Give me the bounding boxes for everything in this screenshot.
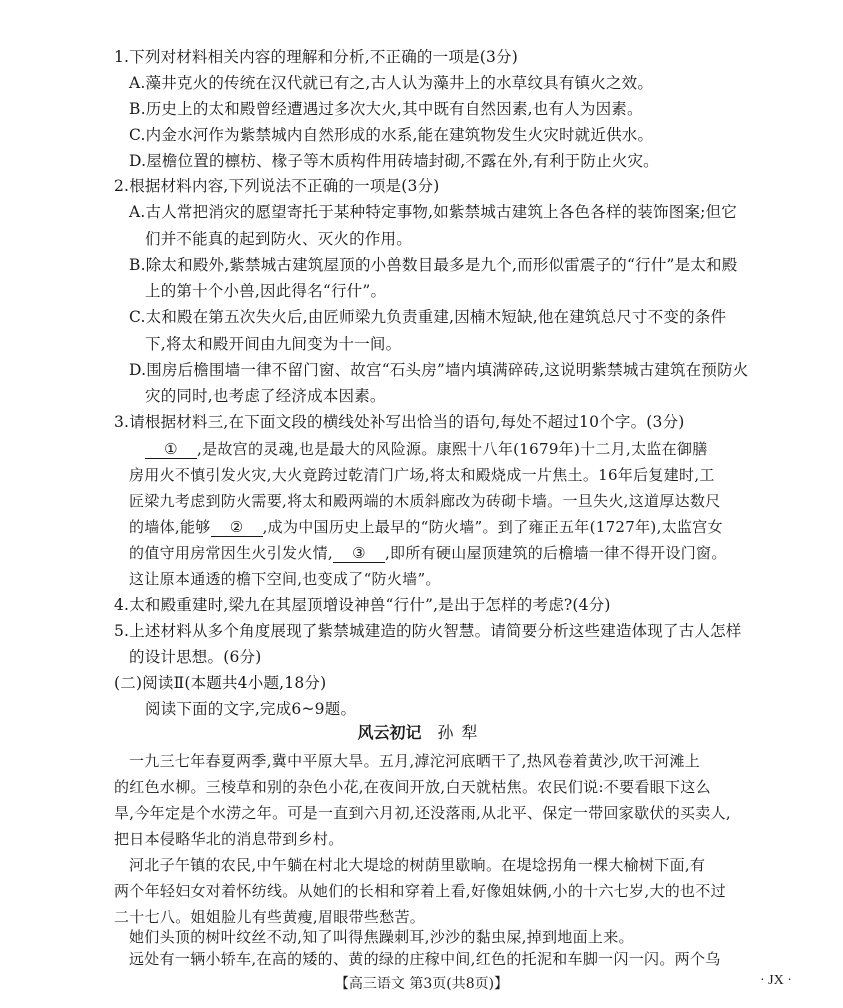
article-paragraph-line: 把日本侵略华北的消息带到乡村。: [114, 830, 344, 848]
q2-option-a-line2: 们并不能真的起到防火、灭火的作用。: [145, 230, 412, 248]
q2-option-a-line1: A.古人常把消灾的愿望寄托于某种特定事物,如紫禁城古建筑上各色各样的装饰图案;但它: [129, 203, 737, 221]
q5-stem-line1: 5.上述材料从多个角度展现了紫禁城建造的防火智慧。请简要分析这些建造体现了古人怎样: [114, 622, 742, 640]
q1-option-d: D.屋檐位置的檩枋、椽子等木质构件用砖墙封砌,不露在外,有利于防止火灾。: [129, 152, 659, 170]
article-paragraph-line: 河北子午镇的农民,中午躺在村北大堤埝的树荫里歇晌。在堤埝拐角一棵大榆树下面,有: [129, 856, 706, 874]
q5-stem-line2: 的设计思想。(6分): [129, 648, 262, 666]
q3-passage-line1: [145, 438, 708, 460]
article-title: 风云初记: [357, 723, 422, 742]
q3-passage-text: ,是故宫的灵魂,也是最大的风险源。康熙十八年(1679年)十二月,太监在御膳: [197, 440, 708, 458]
q3-blank-3[interactable]: ③: [333, 544, 385, 563]
q3-passage-line6: 这让原本通透的檐下空间,也变成了“防火墙”。: [129, 570, 441, 588]
article-paragraph-line: 两个年轻妇女对着怀纺线。从她们的长相和穿着上看,好像姐妹俩,小的十六七岁,大的也不过: [114, 882, 726, 900]
q2-option-b-line2: 上的第十个小兽,因此得名“行什”。: [145, 282, 387, 300]
q3-passage-line4: [129, 516, 723, 538]
q3-stem: 3.请根据材料三,在下面文段的横线处补写出恰当的语句,每处不超过10个字。(3分): [114, 413, 685, 431]
article-paragraph-line: 的红色水柳。三棱草和别的杂色小花,在夜间开放,白天就枯焦。农民们说:不要看眼下这么: [114, 778, 711, 796]
q3-passage-text: 的墙体,能够: [129, 518, 211, 536]
q1-stem: 1.下列对材料相关内容的理解和分析,不正确的一项是(3分): [114, 48, 518, 66]
page-footer: 【高三语文 第3页(共8页)】: [334, 976, 509, 992]
q3-passage-text: ,成为中国历史上最早的“防火墙”。到了雍正五年(1727年),太监宫女: [262, 518, 723, 536]
article-paragraph-line: 一九三七年春夏两季,冀中平原大旱。五月,滹沱河底晒干了,热风卷着黄沙,吹干河滩上: [129, 752, 701, 770]
q3-blank-1[interactable]: ①: [145, 440, 197, 459]
article-title-row: [0, 720, 843, 743]
q2-option-c-line1: C.太和殿在第五次失火后,由匠师梁九负责重建,因楠木短缺,他在建筑总尺寸不变的条件: [129, 308, 727, 326]
q3-passage-text: ,即所有硬山屋顶建筑的后檐墙一律不得开设门窗。: [384, 544, 727, 562]
article-paragraph-line: 旱,今年定是个水涝之年。可是一直到六月初,还没落雨,从北平、保定一带回家歇伏的买卖人,: [114, 804, 731, 822]
q1-option-c: C.内金水河作为紫禁城内自然形成的水系,能在建筑物发生火灾时就近供水。: [129, 126, 654, 144]
q3-blank-2[interactable]: ②: [211, 518, 263, 537]
article-author: 孙犁: [437, 723, 486, 742]
q2-option-b-line1: B.除太和殿外,紫禁城古建筑屋顶的小兽数目最多是九个,而形似雷震子的“行什”是太和殿: [129, 256, 738, 274]
q3-passage-line5: [129, 542, 727, 564]
article-paragraph-line: 她们头顶的树叶纹丝不动,知了叫得焦躁刺耳,沙沙的黏虫屎,掉到地面上来。: [129, 928, 634, 946]
article-paragraph-line: 二十七八。姐姐脸儿有些黄瘦,眉眼带些愁苦。: [114, 908, 426, 926]
q4-stem: 4.太和殿重建时,梁九在其屋顶增设神兽“行什”,是出于怎样的考虑?(4分): [114, 596, 611, 614]
footer-mark: · JX ·: [760, 973, 792, 988]
q2-option-d-line1: D.围房后檐围墙一律不留门窗、故宫“石头房”墙内填满碎砖,这说明紫禁城古建筑在预防火: [129, 361, 749, 379]
q3-passage-text: 的值守用房常因生火引发火情,: [129, 544, 333, 562]
q3-passage-line2: 房用火不慎引发火灾,大火竟跨过乾清门广场,将太和殿烧成一片焦土。16年后复建时,工: [129, 466, 715, 484]
q2-stem: 2.根据材料内容,下列说法不正确的一项是(3分): [114, 177, 440, 195]
q2-option-c-line2: 下,将太和殿开间由九间变为十一间。: [145, 335, 402, 353]
section-heading: (二)阅读Ⅱ(本题共4小题,18分): [114, 674, 327, 692]
q3-passage-line3: 匠梁九考虑到防火需要,将太和殿两端的木质斜廊改为砖砌卡墙。一旦失火,这道厚达数尺: [129, 492, 721, 510]
q1-option-b: B.历史上的太和殿曾经遭遇过多次大火,其中既有自然因素,也有人为因素。: [129, 100, 643, 118]
section-instruction: 阅读下面的文字,完成6~9题。: [145, 700, 357, 718]
q2-option-d-line2: 灾的同时,也考虑了经济成本因素。: [145, 387, 386, 405]
article-paragraph-line: 远处有一辆小轿车,在高的矮的、黄的绿的庄稼中间,红色的托泥和车脚一闪一闪。两个乌: [129, 950, 721, 968]
q1-option-a: A.藻井克火的传统在汉代就已有之,古人认为藻井上的水草纹具有镇火之效。: [129, 74, 654, 92]
